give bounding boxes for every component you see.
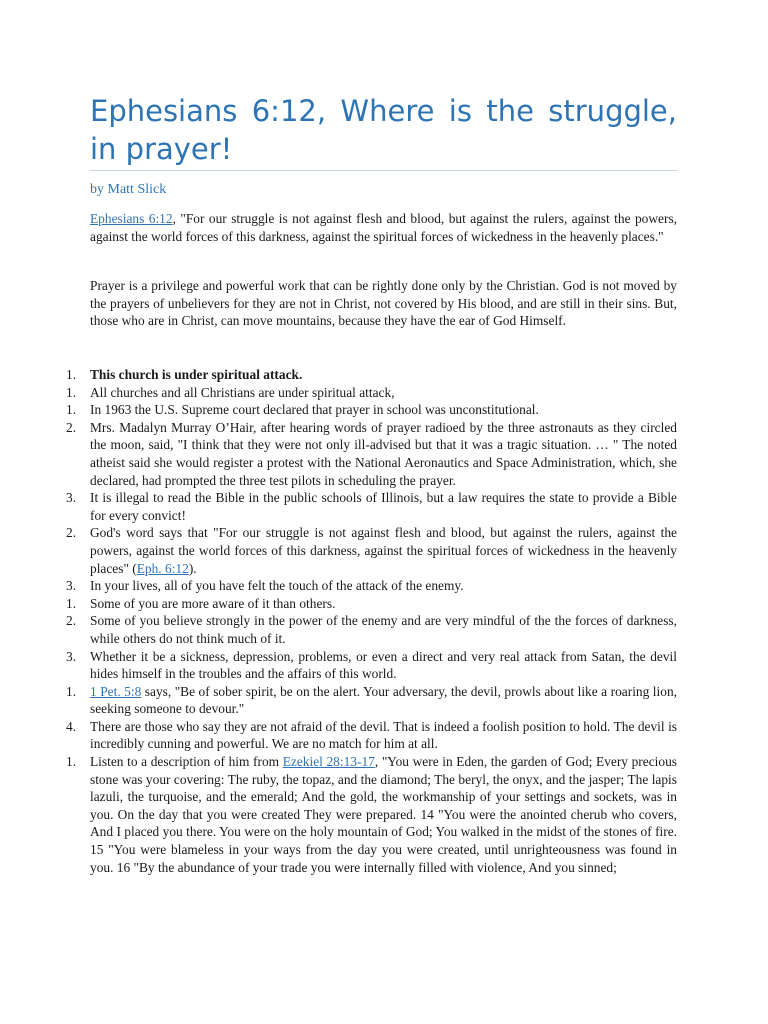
list-item-text: 1 Pet. 5:8 says, "Be of sober spirit, be on the alert. Your adversary, the devil, prowls about like a roaring lion, seeking someone to devour." [90,683,677,717]
list-item [66,524,677,577]
list-number: 4. [66,718,77,734]
outline-list [66,366,677,876]
prayer-paragraph: Prayer is a privilege and powerful work that can be rightly done only by the Christian. God is not moved by the prayers of unbelievers for they are not in Christ, not covered by His blood, and are still in their sins. But, those who are in Christ, can move mountains, because they have the ear of God Himself. [90,278,677,329]
list-item-text: There are those who say they are not afraid of the devil. That is indeed a foolish position to hold. The devil is incredibly cunning and powerful. We are no match for him at all. [90,718,677,752]
list-item [66,489,677,524]
list-number: 3. [66,648,77,664]
title-divider [90,170,677,171]
list-item [66,648,677,683]
list-item-text: Listen to a description of him from Ezekiel 28:13-17, "You were in Eden, the garden of God; Every precious stone was your covering: The ruby, the topaz, and the diamond; The beryl, the onyx, and the jasper; The lapis lazuli, the turquoise, and the emerald; And the gold, the workmanship of your settings and sockets, was in you. On the day that you were created They were prepared. 14 "You were the anointed cherub who covers, And I placed you there. You were on the holy mountain of God; You walked in the midst of the stones of fire. 15 "You were blameless in your ways from the day you were created, until unrighteousness was found in you. 16 "By the abundance of your trade you were internally filled with violence, And you sinned; [90,754,677,875]
list-item-text: Some of you believe strongly in the power of the enemy and are very mindful of the the forces of darkness, while others do not think much of it. [90,613,677,646]
list-item [66,753,677,876]
list-item-text: Mrs. Madalyn Murray O’Hair, after hearing words of prayer radioed by the three astronauts as they circled the moon, said, "I think that they were not only ill-advised but that it was a tragic situation. … " The noted atheist said she would register a protest with the National Aeronautics and Space Administration, which, she declared, had prompted the three test pilots in scheduling the prayer. [90,419,677,488]
list-item-text: All churches and all Christians are under spiritual attack, [90,384,395,400]
scripture-link[interactable]: 1 Pet. 5:8 [90,683,142,699]
list-item [66,595,677,613]
list-item [66,683,677,718]
list-item-text: This church is under spiritual attack. [90,367,303,382]
list-item-text: Whether it be a sickness, depression, problems, or even a direct and very real attack from Satan, the devil hides himself in the troubles and the affairs of this world. [90,648,677,682]
list-number: 2. [66,613,77,629]
list-item-text: In 1963 the U.S. Supreme court declared that prayer in school was unconstitutional. [90,402,539,418]
list-number: 3. [66,490,77,506]
list-number: 1. [66,683,77,699]
list-number: 1. [66,384,77,400]
list-item [66,401,677,419]
list-item [66,577,677,595]
intro-text: , "For our struggle is not against flesh and blood, but against the rulers, against the powers, against the world forces of this darkness, against the spiritual forces of wickedness in the heavenly places." [90,211,677,244]
list-number: 2. [66,525,77,541]
list-number: 1. [66,754,77,770]
byline: by Matt Slick [90,182,167,197]
list-item [66,419,677,489]
scripture-link[interactable]: Ephesians 6:12 [90,211,173,226]
list-item-text: In your lives, all of you have felt the touch of the attack of the enemy. [90,578,464,594]
list-item [66,366,677,384]
scripture-link[interactable]: Eph. 6:12 [136,560,189,576]
list-number: 3. [66,578,77,594]
scripture-link[interactable]: Ezekiel 28:13-17 [282,754,375,770]
list-number: 1. [66,367,77,382]
list-number: 2. [66,419,77,435]
list-item [66,718,677,753]
list-item [66,384,677,402]
intro-paragraph [90,210,677,245]
list-number: 1. [66,402,77,418]
list-item-text: Some of you are more aware of it than others. [90,595,336,611]
list-item-text: God's word says that "For our struggle is not against flesh and blood, but against the rulers, against the powers, against the world forces of this darkness, against the spiritual forces of wickedness in the heavenly places" (Eph. 6:12). [90,525,677,576]
page-title: Ephesians 6:12, Where is the struggle, in prayer! [90,94,677,166]
list-number: 1. [66,595,77,611]
list-item [66,612,677,647]
list-item-text: It is illegal to read the Bible in the public schools of Illinois, but a law requires the state to provide a Bible for every convict! [90,490,677,523]
